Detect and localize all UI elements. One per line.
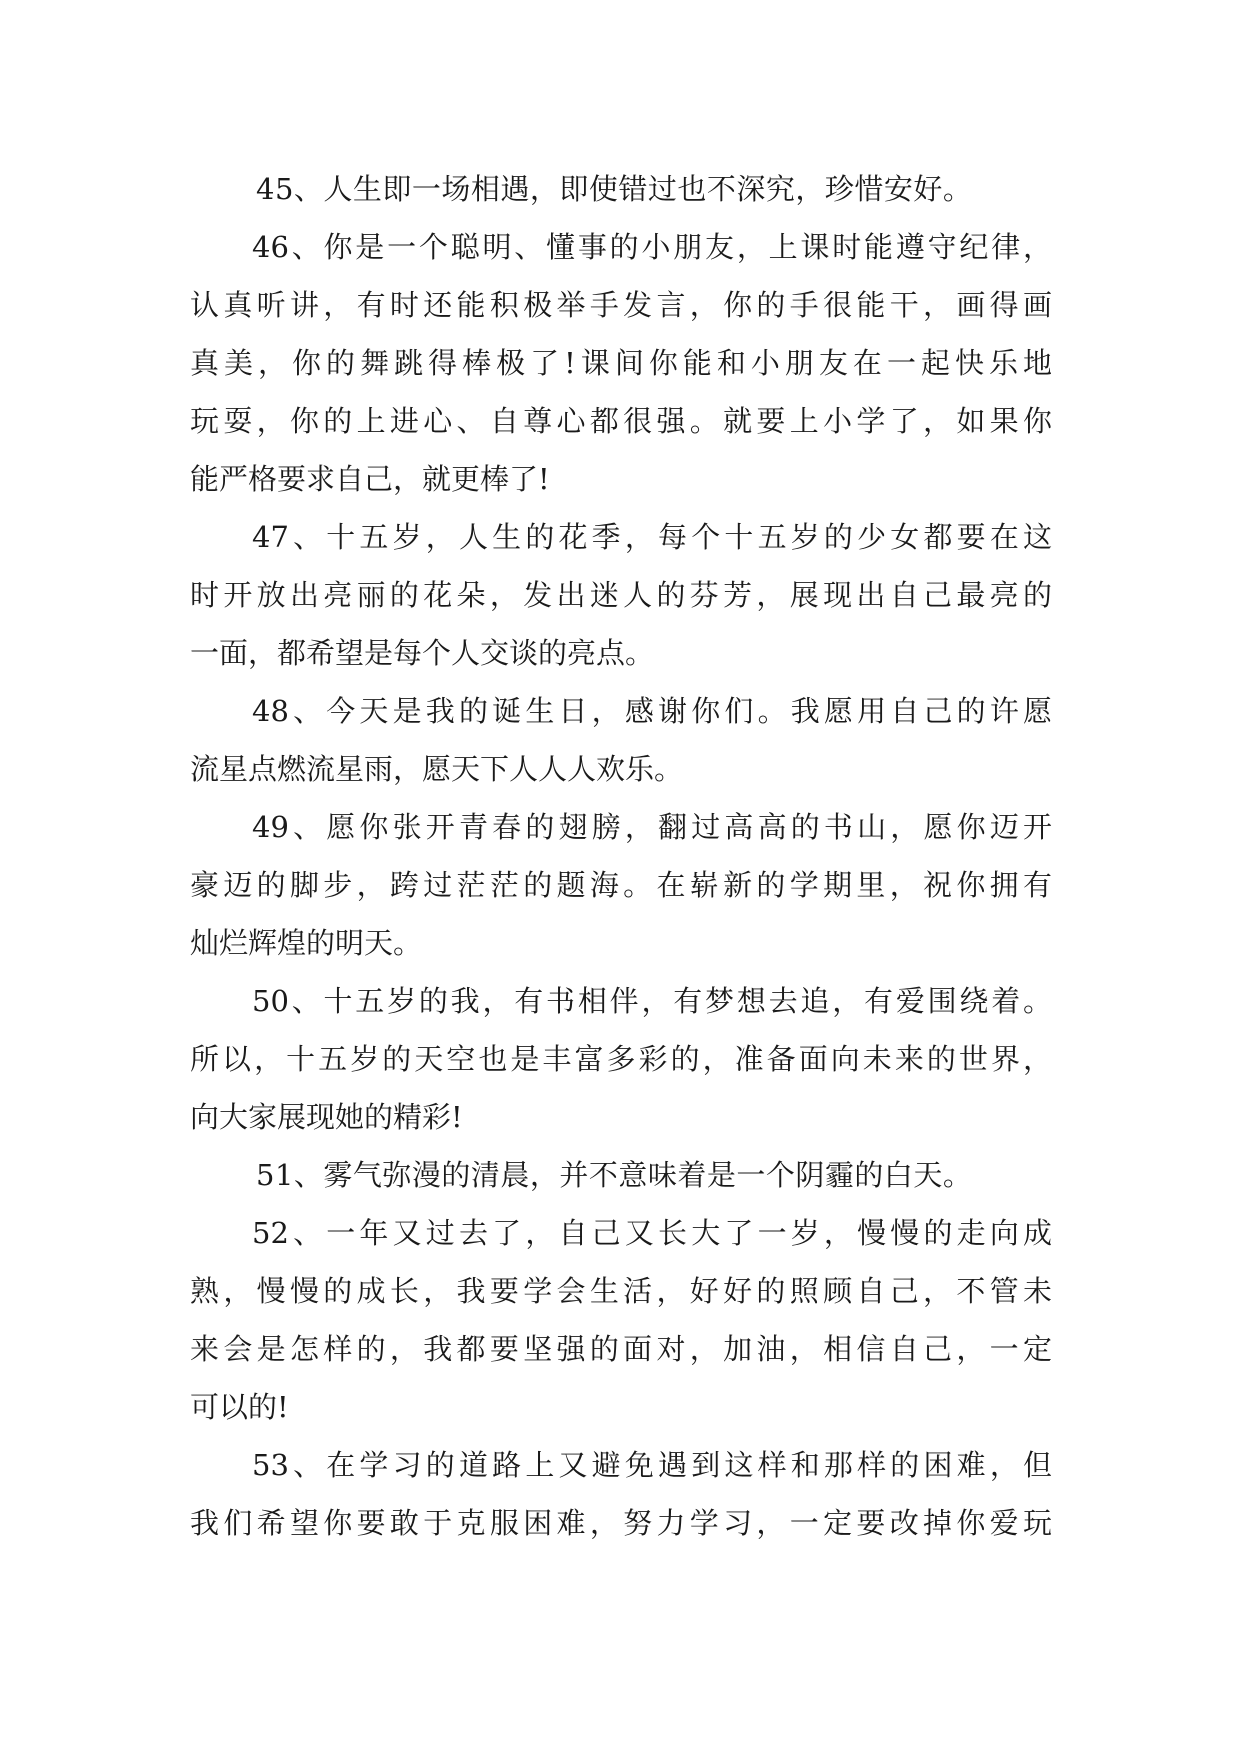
text-line: 52、一年又过去了，自己又长大了一岁，慢慢的走向成 <box>252 1216 1052 1250</box>
paragraph-51 <box>190 1146 1052 1204</box>
text-line: 47、十五岁，人生的花季，每个十五岁的少女都要在这 <box>252 520 1052 554</box>
text-line: 49、愿你张开青春的翅膀，翻过高高的书山，愿你迈开 <box>252 810 1052 844</box>
document-body <box>190 160 1052 1552</box>
text-line: 51、雾气弥漫的清晨，并不意味着是一个阴霾的白天。 <box>256 1158 973 1192</box>
text-line: 玩耍，你的上进心、自尊心都很强。就要上小学了，如果你 <box>190 404 1052 438</box>
text-line: 可以的! <box>190 1390 289 1424</box>
text-line: 46、你是一个聪明、懂事的小朋友，上课时能遵守纪律， <box>252 230 1052 264</box>
paragraph-46 <box>190 218 1052 508</box>
text-line: 豪迈的脚步，跨过茫茫的题海。在崭新的学期里，祝你拥有 <box>190 868 1052 902</box>
text-line: 53、在学习的道路上又避免遇到这样和那样的困难，但 <box>252 1448 1052 1482</box>
paragraph-48 <box>190 682 1052 798</box>
text-line: 流星点燃流星雨，愿天下人人人欢乐。 <box>190 752 684 786</box>
text-line: 所以，十五岁的天空也是丰富多彩的，准备面向未来的世界， <box>190 1042 1052 1076</box>
text-line: 48、今天是我的诞生日，感谢你们。我愿用自己的许愿 <box>252 694 1052 728</box>
text-line: 熟，慢慢的成长，我要学会生活，好好的照顾自己，不管未 <box>190 1274 1052 1308</box>
text-line: 能严格要求自己，就更棒了! <box>190 462 550 496</box>
text-line: 45、人生即一场相遇，即使错过也不深究，珍惜安好。 <box>256 172 973 206</box>
text-line: 真美，你的舞跳得棒极了!课间你能和小朋友在一起快乐地 <box>190 346 1052 380</box>
paragraph-53 <box>190 1436 1052 1552</box>
text-line: 认真听讲，有时还能积极举手发言，你的手很能干，画得画 <box>190 288 1052 322</box>
paragraph-47 <box>190 508 1052 682</box>
text-line: 灿烂辉煌的明天。 <box>190 926 423 960</box>
text-line: 一面，都希望是每个人交谈的亮点。 <box>190 636 655 670</box>
paragraph-52 <box>190 1204 1052 1436</box>
text-line: 向大家展现她的精彩! <box>190 1100 463 1134</box>
paragraph-49 <box>190 798 1052 972</box>
paragraph-45 <box>190 160 1052 218</box>
text-line: 来会是怎样的，我都要坚强的面对，加油，相信自己，一定 <box>190 1332 1052 1366</box>
text-line: 50、十五岁的我，有书相伴，有梦想去追，有爱围绕着。 <box>252 984 1052 1018</box>
text-line: 我们希望你要敢于克服困难，努力学习，一定要改掉你爱玩 <box>190 1506 1052 1540</box>
paragraph-50 <box>190 972 1052 1146</box>
text-line: 时开放出亮丽的花朵，发出迷人的芬芳，展现出自己最亮的 <box>190 578 1052 612</box>
